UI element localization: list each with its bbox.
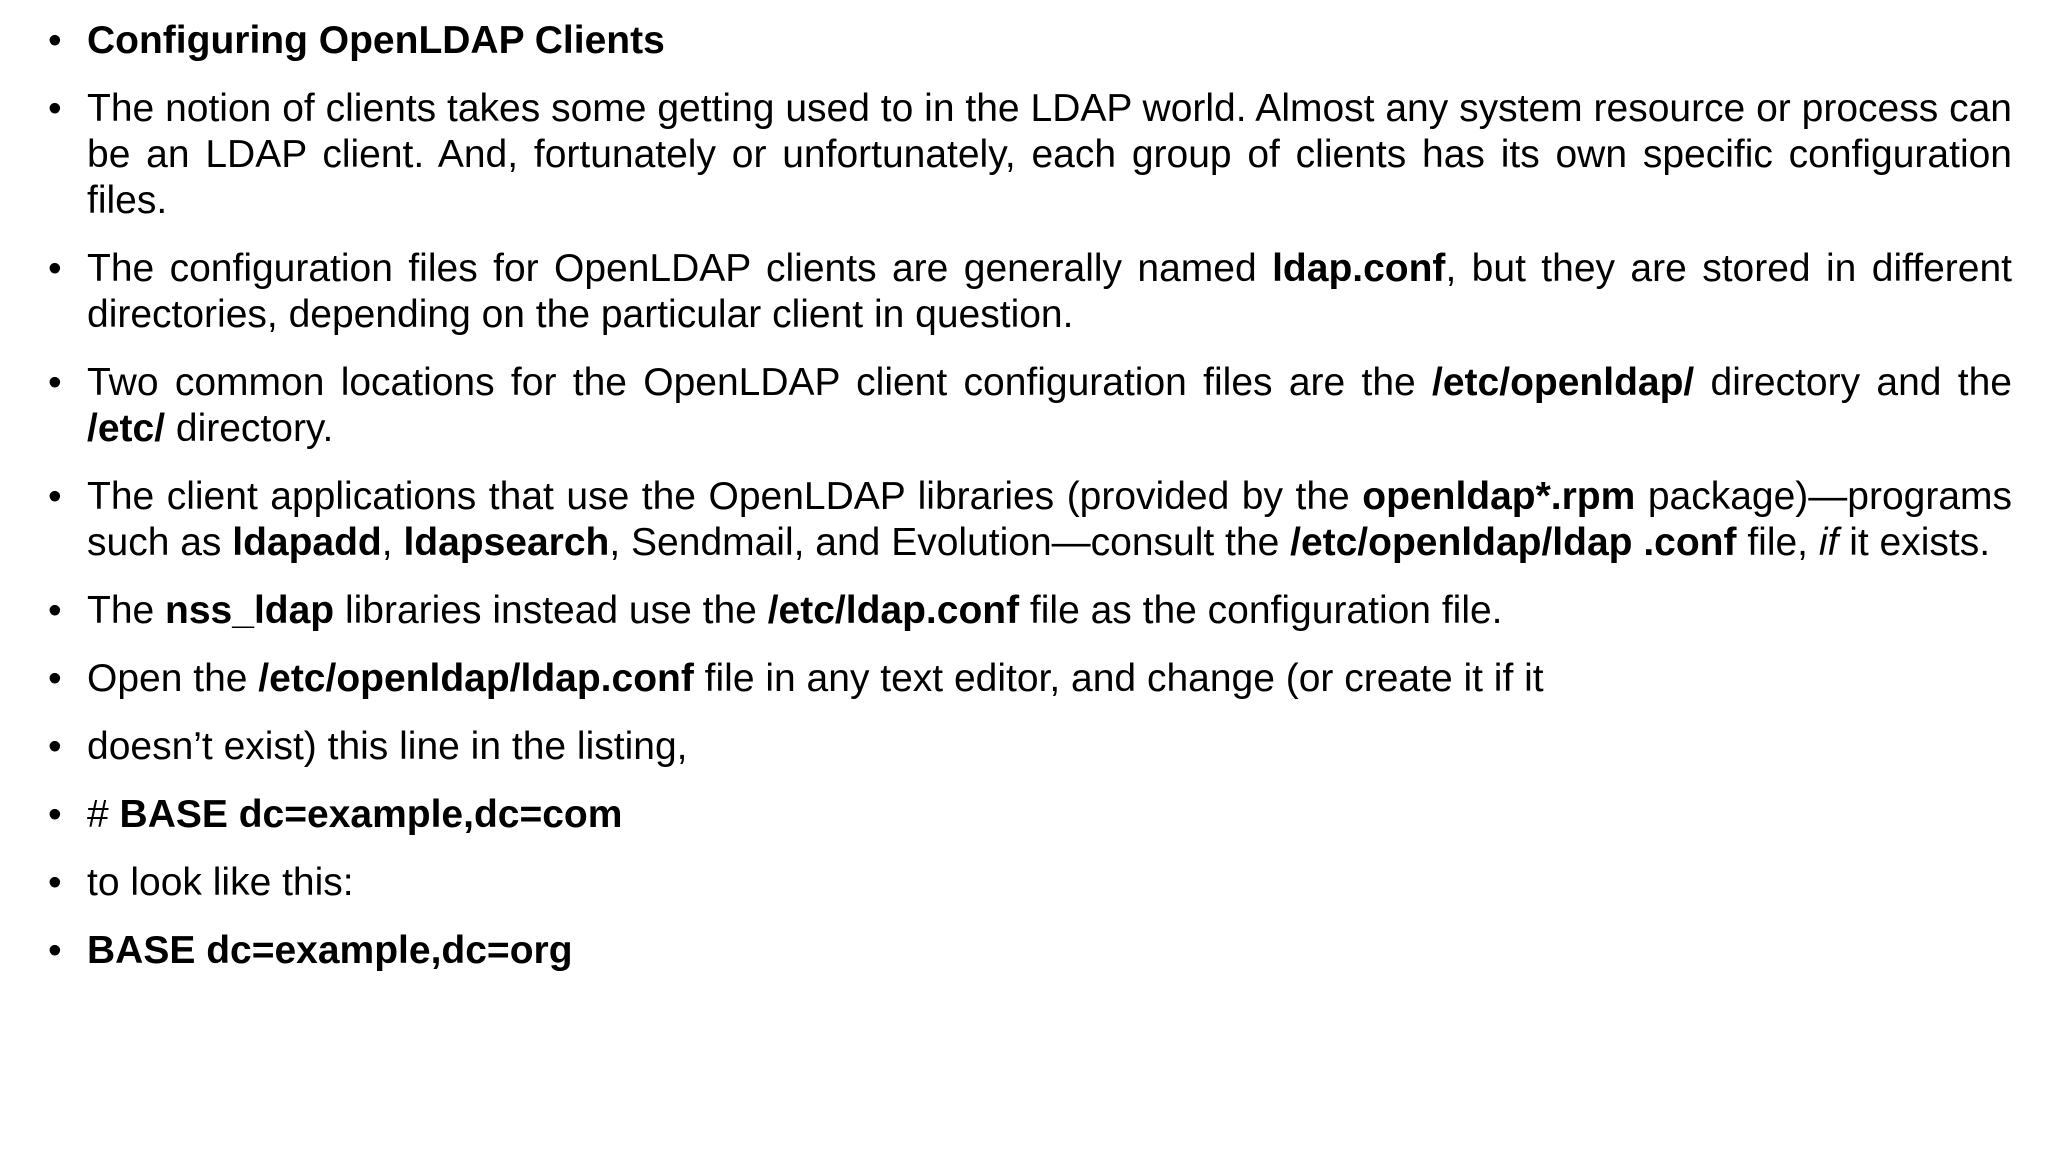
text-segment: BASE dc=example,dc=com [119, 793, 623, 836]
list-item [48, 360, 2012, 452]
bullet-icon: • [48, 657, 62, 700]
list-item [48, 18, 2012, 64]
list-item [48, 588, 2012, 634]
text-segment: nss_ldap [165, 589, 335, 632]
bullet-text [87, 18, 2012, 64]
bullet-text [87, 656, 2012, 702]
bullet-text [87, 588, 2012, 634]
text-segment: Two common locations for the OpenLDAP client configuration files are the [87, 361, 1433, 404]
bullet-icon: • [48, 929, 62, 972]
text-segment: , Sendmail, and Evolution—consult the [609, 521, 1291, 564]
text-segment: it exists. [1838, 521, 1991, 564]
text-segment: if [1818, 521, 1839, 564]
bullet-text [87, 360, 2012, 452]
list-item [48, 656, 2012, 702]
text-segment: directory. [165, 407, 334, 450]
bullet-icon: • [48, 861, 62, 904]
bullet-text [87, 246, 2012, 338]
text-segment: ldap.conf [1272, 247, 1446, 290]
text-segment: /etc/ [87, 407, 166, 450]
text-segment: /etc/openldap/ldap.conf [258, 657, 694, 700]
bullet-text [87, 860, 2012, 906]
list-item [48, 474, 2012, 566]
text-segment: # [87, 793, 120, 836]
list-item [48, 724, 2012, 770]
bullet-text [87, 474, 2012, 566]
text-segment: file in any text editor, and change (or create it if it [693, 657, 1544, 700]
text-segment: directory and the [1694, 361, 2012, 404]
bullet-icon: • [48, 361, 62, 404]
text-segment: Configuring OpenLDAP Clients [87, 19, 665, 62]
bullet-icon: • [48, 19, 62, 62]
text-segment: , but they are stored in different directories, depending on the particular client in question. [87, 247, 2012, 336]
text-segment: The [87, 589, 166, 632]
bullet-text [87, 724, 2012, 770]
text-segment: libraries instead use the [334, 589, 768, 632]
text-segment: The configuration files for OpenLDAP clients are generally named [87, 247, 1273, 290]
bullet-icon: • [48, 87, 62, 130]
list-item [48, 928, 2012, 974]
bullet-icon: • [48, 247, 62, 290]
text-segment: openldap*.rpm [1362, 475, 1636, 518]
bullet-icon: • [48, 793, 62, 836]
bullet-icon: • [48, 475, 62, 518]
text-segment: /etc/openldap/ [1432, 361, 1695, 404]
text-segment: ldapadd [232, 521, 382, 564]
text-segment: , [381, 521, 404, 564]
text-segment: file as the configuration file. [1019, 589, 1503, 632]
bullet-list [48, 18, 2012, 974]
list-item [48, 246, 2012, 338]
list-item [48, 86, 2012, 224]
text-segment: to look like this: [87, 861, 354, 904]
text-segment: Open the [87, 657, 259, 700]
bullet-text [87, 928, 2012, 974]
text-segment: package)—programs such as [87, 475, 2012, 564]
list-item [48, 792, 2012, 838]
text-segment: ldapsearch [403, 521, 610, 564]
text-segment: The client applications that use the OpenLDAP libraries (provided by the [87, 475, 1363, 518]
list-item [48, 860, 2012, 906]
text-segment: BASE dc=example,dc=org [87, 929, 573, 972]
text-segment: /etc/ldap.conf [767, 589, 1020, 632]
bullet-icon: • [48, 725, 62, 768]
bullet-icon: • [48, 589, 62, 632]
text-segment: doesn’t exist) this line in the listing, [87, 725, 688, 768]
bullet-text [87, 86, 2012, 224]
text-segment: file, [1736, 521, 1819, 564]
text-segment: /etc/openldap/ldap .conf [1290, 521, 1737, 564]
text-segment: The notion of clients takes some getting used to in the LDAP world. Almost any system resource or process can be an LDAP client. And, fortunately or unfortunately, each group of clients has its own specific configuration files. [87, 87, 2012, 222]
bullet-text [87, 792, 2012, 838]
